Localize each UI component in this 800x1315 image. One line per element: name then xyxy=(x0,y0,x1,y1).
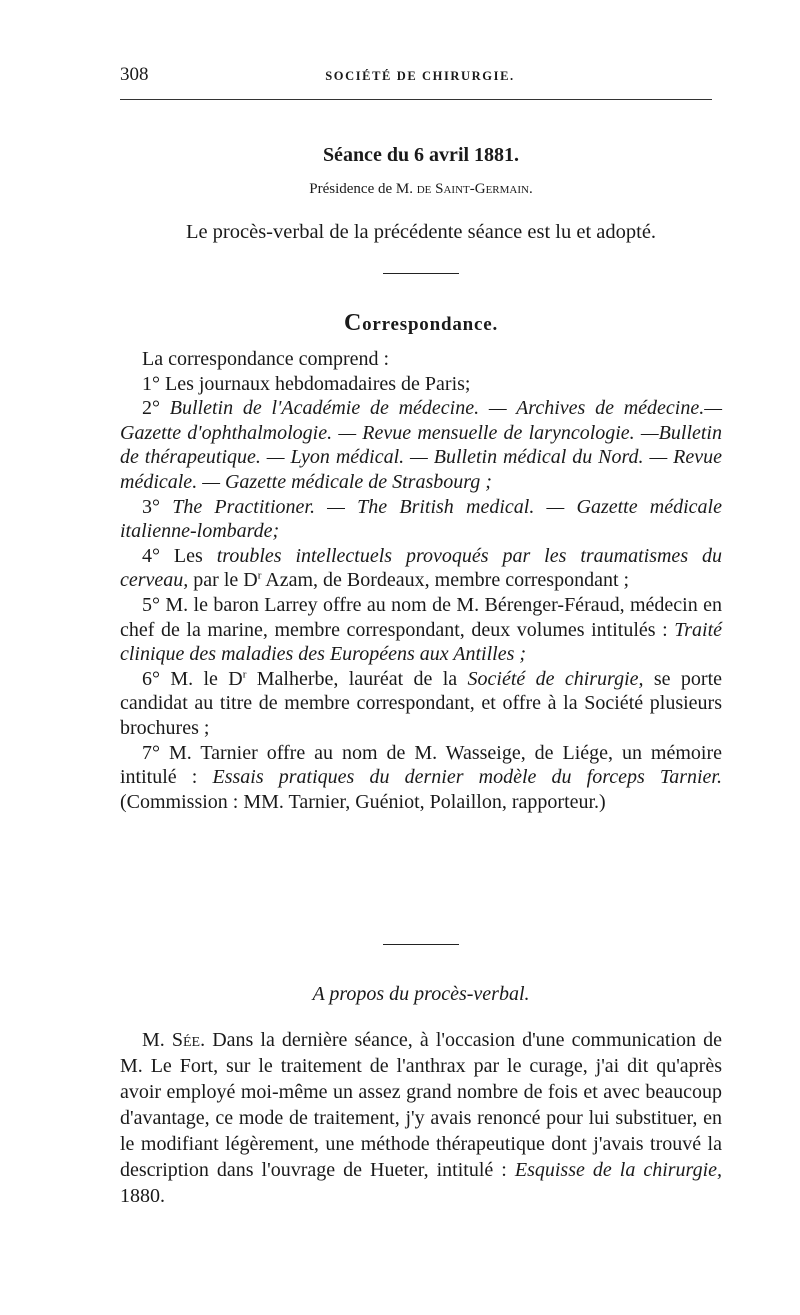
item-number: 2° xyxy=(142,397,160,420)
item-prefix: 7° M. Tarnier offre au nom de M. Wasseige, de Liége, un mémoire intitulé : xyxy=(120,741,722,789)
apropos-heading: A propos du procès-verbal. xyxy=(312,983,530,1005)
proces-verbal-line: Le procès-verbal de la précédente séance est lu et adopté. xyxy=(185,221,657,243)
item-text: 5° M. le baron Larrey offre au nom de M. Bérenger-Féraud, médecin en chef de la marine, membre correspondant, deux volumes intitulés : xyxy=(120,593,722,641)
title-superscript: r xyxy=(242,668,247,681)
president-name: de Saint-Germain. xyxy=(416,181,533,197)
section-divider xyxy=(383,273,459,274)
heading-rest: orrespondance. xyxy=(362,314,499,335)
title-superscript: r xyxy=(257,569,262,582)
work-title: Essais pratiques du dernier modèle du forceps Tarnier. xyxy=(212,766,722,789)
correspondance-item-4 xyxy=(120,544,722,593)
correspondance-body xyxy=(120,347,722,814)
seance-title: Séance du 6 avril 1881. xyxy=(322,144,520,166)
page-number: 308 xyxy=(120,64,149,85)
header-rule xyxy=(120,99,712,100)
correspondance-item-5 xyxy=(120,593,722,667)
correspondance-item-7 xyxy=(120,741,722,815)
heading-initial: C xyxy=(343,310,363,336)
item-journals: The Practitioner. — The British medical. — Gazette médicale italienne-lombarde; xyxy=(120,495,722,543)
correspondance-heading xyxy=(120,310,722,337)
speaker-name: M. Sée. xyxy=(142,1029,206,1051)
item-journals: Bulletin de l'Académie de médecine. — Archives de médecine.— Gazette d'ophthalmologie. — Revue mensuelle de laryncologie. —Bulletin de thérapeutique. — Lyon médical. — Bulletin médical du Nord. — Revue médicale. — Gazette médicale de Strasbourg ; xyxy=(120,397,723,493)
work-title: Traité clinique des maladies des Européens aux Antilles ; xyxy=(120,618,722,666)
presidence-prefix: Présidence de M. xyxy=(309,181,413,197)
item-number: 3° xyxy=(142,495,160,518)
correspondance-item-2 xyxy=(120,396,722,494)
item-prefix: 6° M. le D xyxy=(142,667,243,690)
society-name: Société de chirurgie, xyxy=(467,667,644,690)
item-suffix: (Commission : MM. Tarnier, Guéniot, Polaillon, rapporteur.) xyxy=(120,790,606,813)
correspondance-intro: La correspondance comprend : xyxy=(142,348,390,370)
item-middle: Malherbe, lauréat de la xyxy=(256,667,458,690)
correspondance-item-3 xyxy=(120,495,722,544)
see-paragraph xyxy=(120,1027,722,1209)
section-divider xyxy=(383,944,459,945)
running-title: SOCIÉTÉ DE CHIRURGIE. xyxy=(325,69,515,83)
item-suffix: se porte candidat au titre de membre correspondant, et offre à la Société plusieurs brochures ; xyxy=(120,667,722,739)
page-header xyxy=(120,64,720,88)
item-middle: par le D xyxy=(193,569,258,592)
item-prefix: 4° Les xyxy=(142,544,203,567)
apropos-body xyxy=(120,1027,722,1209)
correspondance-item-1: 1° Les journaux hebdomadaires de Paris; xyxy=(142,372,471,395)
paragraph-text: Dans la dernière séance, à l'occasion d'une communication de M. Le Fort, sur le traitement de l'anthrax par le curage, j'ai dit qu'après avoir employé moi-même un assez grand nombre de fois et avec beaucoup d'avantage, ce mode de traitement, j'y avais renoncé pour lui substituer, en le modifiant légèrement, une méthode thérapeutique dont j'avais trouvé la description dans l'ouvrage de Hueter, intitulé : xyxy=(120,1029,723,1181)
book-title: Esquisse de la chirurgie, xyxy=(514,1159,723,1181)
book-year: 1880. xyxy=(120,1185,165,1207)
correspondance-item-6 xyxy=(120,667,722,741)
item-suffix: Azam, de Bordeaux, membre correspondant ; xyxy=(265,569,630,592)
presidence-line xyxy=(120,181,722,198)
work-title: troubles intellectuels provoqués par les traumatismes du cerveau, xyxy=(120,544,723,592)
